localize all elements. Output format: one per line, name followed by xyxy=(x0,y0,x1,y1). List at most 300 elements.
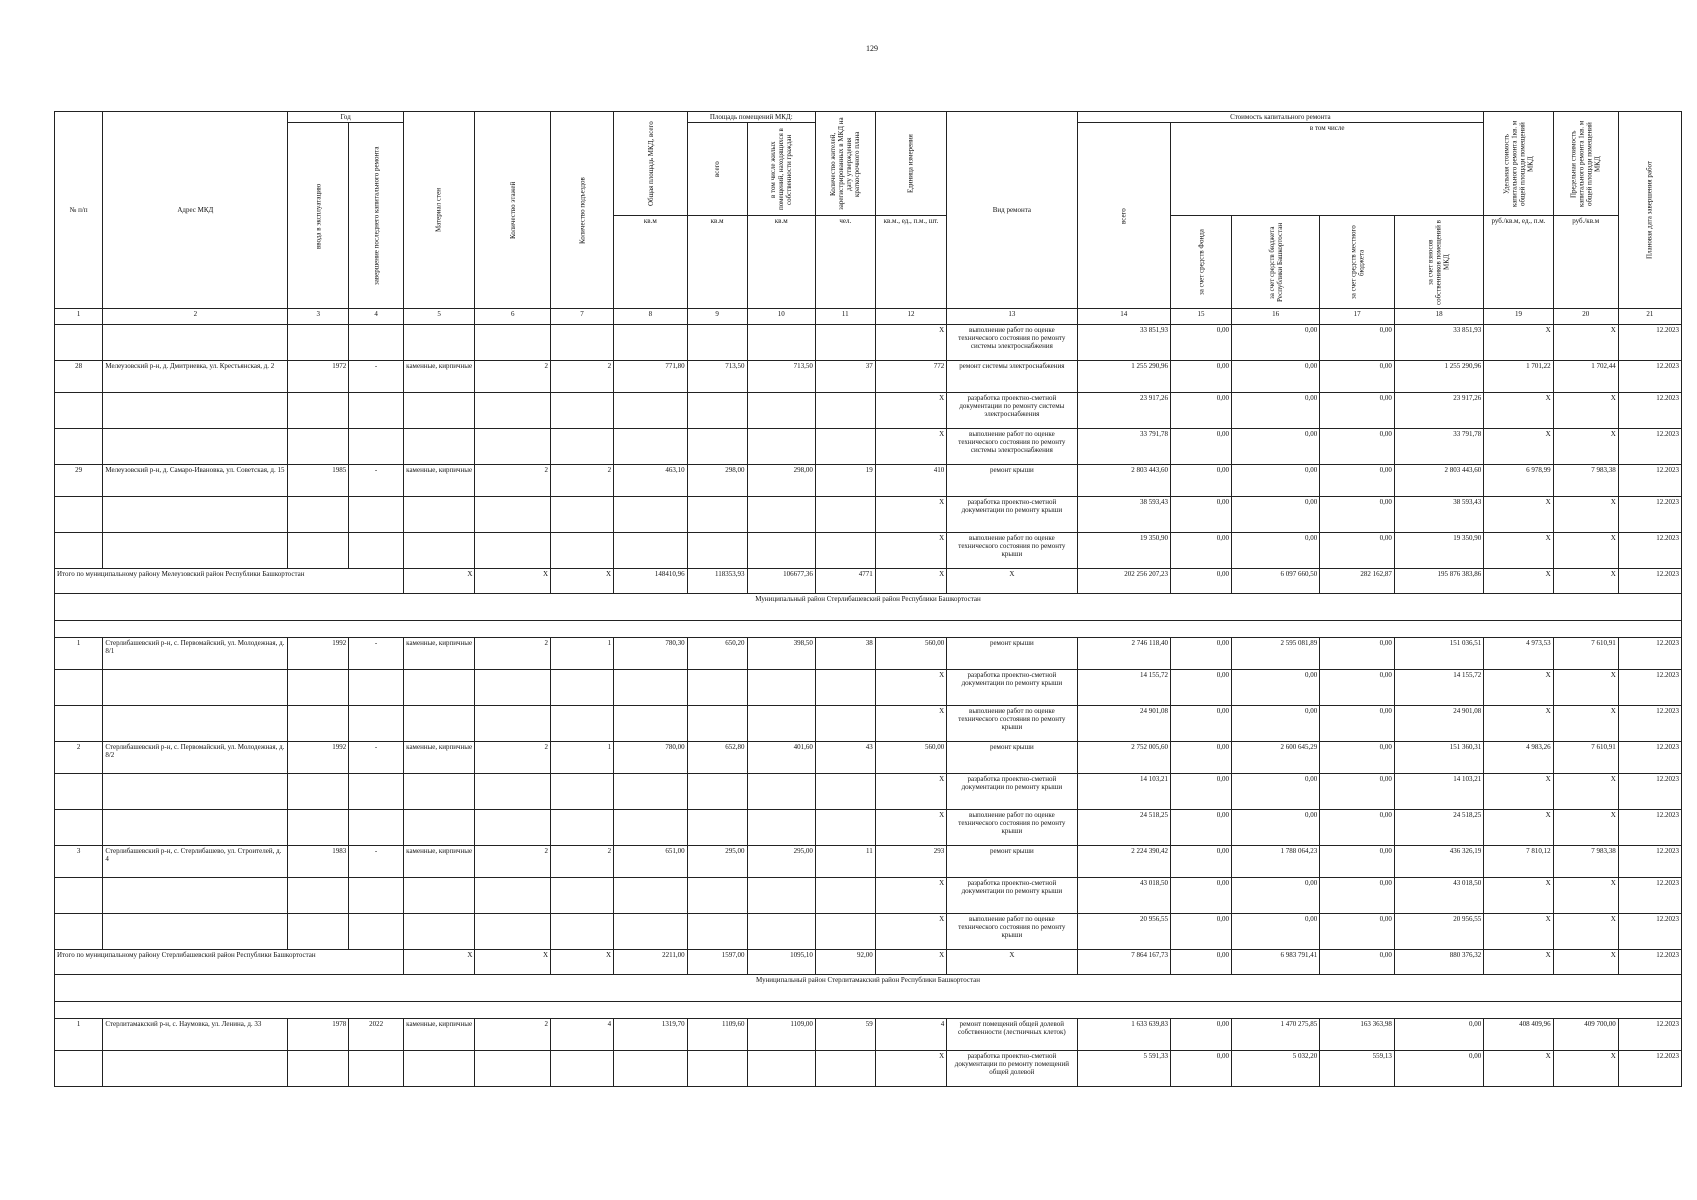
cell-col-6: 2 xyxy=(475,1019,551,1051)
cell-col-19: X xyxy=(1484,429,1553,465)
cell-col-7: 2 xyxy=(551,465,614,497)
cell-col-10: 298,00 xyxy=(747,465,815,497)
cell-col-15: 0,00 xyxy=(1171,846,1232,878)
cell-col-4: - xyxy=(349,742,404,774)
cell-col-7 xyxy=(551,1051,614,1087)
cell-col-17: 0,00 xyxy=(1320,914,1395,950)
cell-col-1: 1 xyxy=(55,638,103,670)
cell-col-15: 0,00 xyxy=(1171,325,1232,361)
cell-col-15: 0,00 xyxy=(1171,533,1232,569)
cell-col-18: 2 803 443,60 xyxy=(1394,465,1483,497)
cell-col-10: 713,50 xyxy=(747,361,815,393)
cell-col-18: 24 901,08 xyxy=(1394,706,1483,742)
district-section-title: Муниципальный район Стерлибашевский район Республики Башкортостан xyxy=(55,594,1682,621)
cell-col-19: X xyxy=(1484,670,1553,706)
hdr-cost-owners: за счет взносов собственников помещений в МКД xyxy=(1394,216,1483,309)
hdr-floors: Количество этажей xyxy=(475,112,551,309)
cell-col-7 xyxy=(551,393,614,429)
cell-col-9 xyxy=(687,497,747,533)
cell-col-3 xyxy=(288,810,349,846)
cell-col-19: 4 973,53 xyxy=(1484,638,1553,670)
hdr-residents: Количество жителей, зарегистрированных в МКД на дату утверждения краткосрочного плана xyxy=(815,112,875,216)
cell-col-11 xyxy=(815,325,875,361)
cell-col-8 xyxy=(614,914,688,950)
cell-col-8 xyxy=(614,810,688,846)
hdr-wall-material: Материал стен xyxy=(403,112,474,309)
cell-col-1 xyxy=(55,914,103,950)
cell-col-20: X xyxy=(1553,878,1618,914)
col-number: 13 xyxy=(947,309,1077,325)
cell-col-5: каменные, кирпичные xyxy=(403,846,474,878)
cell-col-2 xyxy=(103,325,288,361)
cell-col-21: 12.2023 xyxy=(1618,361,1681,393)
cell-col-20: X xyxy=(1553,1051,1618,1087)
total-cell-col-10: 106677,36 xyxy=(747,569,815,594)
cell-col-21: 12.2023 xyxy=(1618,393,1681,429)
total-cell-col-20: X xyxy=(1553,950,1618,975)
cell-col-4: - xyxy=(349,638,404,670)
total-cell-col-18: 195 876 383,86 xyxy=(1394,569,1483,594)
col-number: 2 xyxy=(103,309,288,325)
cell-col-12: 772 xyxy=(875,361,946,393)
cell-col-13: ремонт помещений общей долевой собственности (лестничных клеток) xyxy=(947,1019,1077,1051)
cell-col-16: 0,00 xyxy=(1232,706,1320,742)
cell-col-9 xyxy=(687,914,747,950)
cell-col-19: X xyxy=(1484,810,1553,846)
subwork-row xyxy=(55,1051,1682,1087)
total-cell-col-13: X xyxy=(947,569,1077,594)
cell-col-18: 20 956,55 xyxy=(1394,914,1483,950)
col-number: 14 xyxy=(1077,309,1171,325)
cell-col-6 xyxy=(475,325,551,361)
unit-area-all: кв.м xyxy=(687,216,747,309)
cell-col-14: 24 901,08 xyxy=(1077,706,1171,742)
cell-col-11 xyxy=(815,393,875,429)
cell-col-2 xyxy=(103,1051,288,1087)
hdr-area-all: всего xyxy=(687,123,747,216)
total-cell-col-21: 12.2023 xyxy=(1618,569,1681,594)
total-cell-col-12: X xyxy=(875,569,946,594)
cell-col-7 xyxy=(551,670,614,706)
total-label: Итого по муниципальному району Стерлибашевский район Республики Башкортостан xyxy=(55,950,404,975)
total-cell-col-9: 1597,00 xyxy=(687,950,747,975)
cell-col-1: 2 xyxy=(55,742,103,774)
cell-col-4 xyxy=(349,670,404,706)
cell-col-6 xyxy=(475,533,551,569)
col-number: 7 xyxy=(551,309,614,325)
cell-col-13: ремонт крыши xyxy=(947,638,1077,670)
cell-col-2: Стерлибашевский р-н, с. Первомайский, ул. Молодежная, д. 8/2 xyxy=(103,742,288,774)
cell-col-3: 1992 xyxy=(288,638,349,670)
col-number: 21 xyxy=(1618,309,1681,325)
cell-col-20: X xyxy=(1553,533,1618,569)
col-number: 17 xyxy=(1320,309,1395,325)
cell-col-5 xyxy=(403,878,474,914)
cell-col-15: 0,00 xyxy=(1171,706,1232,742)
cell-col-18: 1 255 290,96 xyxy=(1394,361,1483,393)
cell-col-11: 59 xyxy=(815,1019,875,1051)
cell-col-15: 0,00 xyxy=(1171,742,1232,774)
district-section-title: Муниципальный район Стерлитамакский район Республики Башкортостан xyxy=(55,975,1682,1002)
cell-col-6 xyxy=(475,670,551,706)
cell-col-15: 0,00 xyxy=(1171,638,1232,670)
cell-col-21: 12.2023 xyxy=(1618,706,1681,742)
cell-col-1 xyxy=(55,670,103,706)
cell-col-1: 1 xyxy=(55,1019,103,1051)
cell-col-19: X xyxy=(1484,774,1553,810)
house-row xyxy=(55,846,1682,878)
cell-col-7: 1 xyxy=(551,638,614,670)
total-label: Итого по муниципальному району Мелеузовский район Республики Башкортостан xyxy=(55,569,404,594)
cell-col-7 xyxy=(551,706,614,742)
cell-col-2 xyxy=(103,706,288,742)
cell-col-14: 20 956,55 xyxy=(1077,914,1171,950)
unit-limit-cost: руб./кв.м xyxy=(1553,216,1618,309)
cell-col-17: 0,00 xyxy=(1320,670,1395,706)
cell-col-17: 0,00 xyxy=(1320,393,1395,429)
cell-col-17: 0,00 xyxy=(1320,810,1395,846)
cell-col-6: 2 xyxy=(475,465,551,497)
cell-col-12: X xyxy=(875,810,946,846)
house-row xyxy=(55,742,1682,774)
cell-col-18: 38 593,43 xyxy=(1394,497,1483,533)
cell-col-18: 33 791,78 xyxy=(1394,429,1483,465)
cell-col-10 xyxy=(747,429,815,465)
hdr-incl: в том числе xyxy=(1171,123,1484,216)
cell-col-19: X xyxy=(1484,533,1553,569)
cell-col-10 xyxy=(747,325,815,361)
cell-col-15: 0,00 xyxy=(1171,1051,1232,1087)
cell-col-12: 293 xyxy=(875,846,946,878)
cell-col-6 xyxy=(475,878,551,914)
cell-col-5 xyxy=(403,533,474,569)
col-number: 3 xyxy=(288,309,349,325)
cell-col-8 xyxy=(614,774,688,810)
cell-col-10 xyxy=(747,393,815,429)
cell-col-8: 651,00 xyxy=(614,846,688,878)
cell-col-19: X xyxy=(1484,914,1553,950)
cell-col-3 xyxy=(288,497,349,533)
total-cell-col-19: X xyxy=(1484,569,1553,594)
cell-col-2: Стерлибашевский р-н, с. Стерлибашево, ул. Строителей, д. 4 xyxy=(103,846,288,878)
hdr-year-last-repair: завершение последнего капитального ремонта xyxy=(349,123,404,309)
hdr-year: Год xyxy=(288,112,404,123)
cell-col-21: 12.2023 xyxy=(1618,533,1681,569)
cell-col-17: 0,00 xyxy=(1320,846,1395,878)
total-cell-col-7: X xyxy=(551,569,614,594)
cell-col-17: 0,00 xyxy=(1320,361,1395,393)
hdr-area-group: Площадь помещений МКД: xyxy=(687,112,815,123)
cell-col-21: 12.2023 xyxy=(1618,465,1681,497)
cell-col-10 xyxy=(747,1051,815,1087)
cell-col-8 xyxy=(614,670,688,706)
cell-col-13: выполнение работ по оценке технического состояния по ремонту крыши xyxy=(947,706,1077,742)
cell-col-1: 29 xyxy=(55,465,103,497)
cell-col-3 xyxy=(288,429,349,465)
cell-col-20: X xyxy=(1553,497,1618,533)
cell-col-20: X xyxy=(1553,706,1618,742)
total-cell-col-17: 0,00 xyxy=(1320,950,1395,975)
cell-col-13: разработка проектно-сметной документации по ремонту помещений общей долевой xyxy=(947,1051,1077,1087)
subwork-row xyxy=(55,497,1682,533)
cell-col-5 xyxy=(403,325,474,361)
subwork-row xyxy=(55,670,1682,706)
cell-col-12: 410 xyxy=(875,465,946,497)
hdr-cost-group: Стоимость капитального ремонта xyxy=(1077,112,1484,123)
cell-col-10 xyxy=(747,774,815,810)
cell-col-18: 19 350,90 xyxy=(1394,533,1483,569)
cell-col-11 xyxy=(815,533,875,569)
cell-col-20: X xyxy=(1553,393,1618,429)
cell-col-8 xyxy=(614,393,688,429)
cell-col-7: 1 xyxy=(551,742,614,774)
cell-col-11 xyxy=(815,1051,875,1087)
cell-col-17: 559,13 xyxy=(1320,1051,1395,1087)
cell-col-11 xyxy=(815,810,875,846)
cell-col-8 xyxy=(614,533,688,569)
cell-col-2 xyxy=(103,774,288,810)
cell-col-7 xyxy=(551,429,614,465)
subwork-row xyxy=(55,533,1682,569)
cell-col-21: 12.2023 xyxy=(1618,429,1681,465)
cell-col-20: X xyxy=(1553,325,1618,361)
cell-col-16: 1 470 275,85 xyxy=(1232,1019,1320,1051)
cell-col-12: 560,00 xyxy=(875,742,946,774)
cell-col-5 xyxy=(403,429,474,465)
spacer-cell xyxy=(55,621,1682,638)
cell-col-4 xyxy=(349,914,404,950)
total-cell-col-18: 880 376,32 xyxy=(1394,950,1483,975)
total-cell-col-5: X xyxy=(403,569,474,594)
cell-col-1 xyxy=(55,393,103,429)
cell-col-16: 1 788 064,23 xyxy=(1232,846,1320,878)
hdr-planned-date: Плановая дата завершения работ xyxy=(1618,112,1681,309)
cell-col-3: 1983 xyxy=(288,846,349,878)
cell-col-7: 2 xyxy=(551,361,614,393)
cell-col-7 xyxy=(551,914,614,950)
cell-col-5 xyxy=(403,774,474,810)
cell-col-18: 436 326,19 xyxy=(1394,846,1483,878)
cell-col-11 xyxy=(815,429,875,465)
cell-col-6: 2 xyxy=(475,846,551,878)
cell-col-12: X xyxy=(875,1051,946,1087)
cell-col-21: 12.2023 xyxy=(1618,742,1681,774)
cell-col-20: 409 700,00 xyxy=(1553,1019,1618,1051)
col-number: 19 xyxy=(1484,309,1553,325)
cell-col-1 xyxy=(55,497,103,533)
cell-col-7 xyxy=(551,325,614,361)
total-cell-col-5: X xyxy=(403,950,474,975)
house-row xyxy=(55,361,1682,393)
cell-col-6 xyxy=(475,1051,551,1087)
cell-col-4: - xyxy=(349,465,404,497)
cell-col-13: ремонт крыши xyxy=(947,742,1077,774)
cell-col-9: 713,50 xyxy=(687,361,747,393)
cell-col-9: 650,20 xyxy=(687,638,747,670)
cell-col-2 xyxy=(103,429,288,465)
cell-col-4 xyxy=(349,429,404,465)
cell-col-18: 151 360,31 xyxy=(1394,742,1483,774)
cell-col-16: 0,00 xyxy=(1232,465,1320,497)
cell-col-4 xyxy=(349,1051,404,1087)
cell-col-5 xyxy=(403,1051,474,1087)
cell-col-18: 24 518,25 xyxy=(1394,810,1483,846)
cell-col-16: 0,00 xyxy=(1232,497,1320,533)
cell-col-17: 0,00 xyxy=(1320,774,1395,810)
cell-col-5: каменные, кирпичные xyxy=(403,1019,474,1051)
cell-col-19: X xyxy=(1484,497,1553,533)
cell-col-2 xyxy=(103,393,288,429)
cell-col-2: Стерлитамакский р-н, с. Наумовка, ул. Ленина, д. 33 xyxy=(103,1019,288,1051)
unit-area-residents: кв.м xyxy=(747,216,815,309)
cell-col-10 xyxy=(747,533,815,569)
cell-col-4: - xyxy=(349,361,404,393)
hdr-total-area: Общая площадь МКД, всего xyxy=(614,112,688,216)
cell-col-19: X xyxy=(1484,706,1553,742)
cell-col-14: 2 803 443,60 xyxy=(1077,465,1171,497)
cell-col-7 xyxy=(551,878,614,914)
subwork-row xyxy=(55,429,1682,465)
cell-col-3: 1985 xyxy=(288,465,349,497)
cell-col-1 xyxy=(55,774,103,810)
cell-col-14: 2 752 005,60 xyxy=(1077,742,1171,774)
cell-col-21: 12.2023 xyxy=(1618,325,1681,361)
subwork-row xyxy=(55,393,1682,429)
col-number: 11 xyxy=(815,309,875,325)
cell-col-6 xyxy=(475,497,551,533)
cell-col-2: Мелеузовский р-н, д. Дмитриевка, ул. Крестьянская, д. 2 xyxy=(103,361,288,393)
cell-col-5 xyxy=(403,914,474,950)
cell-col-20: X xyxy=(1553,429,1618,465)
cell-col-18: 0,00 xyxy=(1394,1019,1483,1051)
cell-col-13: разработка проектно-сметной документации по ремонту крыши xyxy=(947,670,1077,706)
cell-col-8: 771,80 xyxy=(614,361,688,393)
cell-col-16: 5 032,20 xyxy=(1232,1051,1320,1087)
cell-col-13: выполнение работ по оценке технического состояния по ремонту крыши xyxy=(947,810,1077,846)
cell-col-11 xyxy=(815,670,875,706)
cell-col-7: 2 xyxy=(551,846,614,878)
cell-col-19: X xyxy=(1484,393,1553,429)
cell-col-3 xyxy=(288,706,349,742)
cell-col-19: 408 409,96 xyxy=(1484,1019,1553,1051)
cell-col-8 xyxy=(614,325,688,361)
cell-col-15: 0,00 xyxy=(1171,393,1232,429)
cell-col-11: 38 xyxy=(815,638,875,670)
cell-col-9 xyxy=(687,810,747,846)
cell-col-1: 28 xyxy=(55,361,103,393)
cell-col-16: 0,00 xyxy=(1232,429,1320,465)
cell-col-15: 0,00 xyxy=(1171,878,1232,914)
cell-col-15: 0,00 xyxy=(1171,810,1232,846)
cell-col-17: 0,00 xyxy=(1320,638,1395,670)
col-number: 6 xyxy=(475,309,551,325)
cell-col-10 xyxy=(747,810,815,846)
cell-col-16: 0,00 xyxy=(1232,810,1320,846)
total-cell-col-8: 2211,00 xyxy=(614,950,688,975)
cell-col-16: 0,00 xyxy=(1232,393,1320,429)
cell-col-10 xyxy=(747,878,815,914)
cell-col-20: 7 610,91 xyxy=(1553,638,1618,670)
cell-col-6: 2 xyxy=(475,361,551,393)
cell-col-16: 0,00 xyxy=(1232,361,1320,393)
cell-col-20: 7 983,38 xyxy=(1553,465,1618,497)
total-cell-col-13: X xyxy=(947,950,1077,975)
cell-col-13: выполнение работ по оценке технического состояния по ремонту крыши xyxy=(947,914,1077,950)
hdr-limit-cost: Предельная стоимость капитального ремонта 1кв. м общей площади помещений МКД xyxy=(1553,112,1618,216)
cell-col-17: 0,00 xyxy=(1320,465,1395,497)
cell-col-16: 0,00 xyxy=(1232,325,1320,361)
cell-col-19: X xyxy=(1484,325,1553,361)
total-cell-col-19: X xyxy=(1484,950,1553,975)
cell-col-3 xyxy=(288,1051,349,1087)
cell-col-5 xyxy=(403,706,474,742)
cell-col-8: 463,10 xyxy=(614,465,688,497)
col-number: 9 xyxy=(687,309,747,325)
cell-col-4 xyxy=(349,393,404,429)
cell-col-17: 163 363,98 xyxy=(1320,1019,1395,1051)
cell-col-18: 0,00 xyxy=(1394,1051,1483,1087)
total-cell-col-6: X xyxy=(475,950,551,975)
cell-col-21: 12.2023 xyxy=(1618,878,1681,914)
total-cell-col-11: 4771 xyxy=(815,569,875,594)
cell-col-12: X xyxy=(875,670,946,706)
cell-col-12: X xyxy=(875,774,946,810)
cell-col-14: 2 746 118,40 xyxy=(1077,638,1171,670)
cell-col-8: 780,30 xyxy=(614,638,688,670)
total-cell-col-11: 92,00 xyxy=(815,950,875,975)
cell-col-13: выполнение работ по оценке технического состояния по ремонту системы электроснабжения xyxy=(947,429,1077,465)
cell-col-3 xyxy=(288,914,349,950)
total-cell-col-15: 0,00 xyxy=(1171,950,1232,975)
cell-col-6: 2 xyxy=(475,742,551,774)
cell-col-5 xyxy=(403,670,474,706)
cell-col-12: X xyxy=(875,914,946,950)
cell-col-9: 652,80 xyxy=(687,742,747,774)
hdr-cost-local: за счет средств местного бюджета xyxy=(1320,216,1395,309)
col-number: 18 xyxy=(1394,309,1483,325)
cell-col-9: 1109,60 xyxy=(687,1019,747,1051)
col-number: 15 xyxy=(1171,309,1232,325)
cell-col-11 xyxy=(815,497,875,533)
cell-col-7 xyxy=(551,497,614,533)
cell-col-2: Стерлибашевский р-н, с. Первомайский, ул. Молодежная, д. 8/1 xyxy=(103,638,288,670)
cell-col-2 xyxy=(103,878,288,914)
hdr-cost-fund: за счет средств Фонда xyxy=(1171,216,1232,309)
cell-col-14: 5 591,33 xyxy=(1077,1051,1171,1087)
cell-col-16: 0,00 xyxy=(1232,774,1320,810)
capital-repair-table xyxy=(54,111,1682,1087)
cell-col-11 xyxy=(815,878,875,914)
cell-col-3 xyxy=(288,670,349,706)
cell-col-14: 43 018,50 xyxy=(1077,878,1171,914)
cell-col-3 xyxy=(288,878,349,914)
total-cell-col-6: X xyxy=(475,569,551,594)
cell-col-4: 2022 xyxy=(349,1019,404,1051)
cell-col-21: 12.2023 xyxy=(1618,1019,1681,1051)
cell-col-18: 151 036,51 xyxy=(1394,638,1483,670)
cell-col-10: 398,50 xyxy=(747,638,815,670)
cell-col-7: 4 xyxy=(551,1019,614,1051)
cell-col-9 xyxy=(687,1051,747,1087)
cell-col-19: 4 983,26 xyxy=(1484,742,1553,774)
cell-col-7 xyxy=(551,774,614,810)
cell-col-5: каменные, кирпичные xyxy=(403,465,474,497)
cell-col-10 xyxy=(747,914,815,950)
cell-col-14: 33 851,93 xyxy=(1077,325,1171,361)
unit-unit-cost: руб./кв.м, ед., п.м. xyxy=(1484,216,1553,309)
cell-col-9 xyxy=(687,533,747,569)
cell-col-15: 0,00 xyxy=(1171,465,1232,497)
